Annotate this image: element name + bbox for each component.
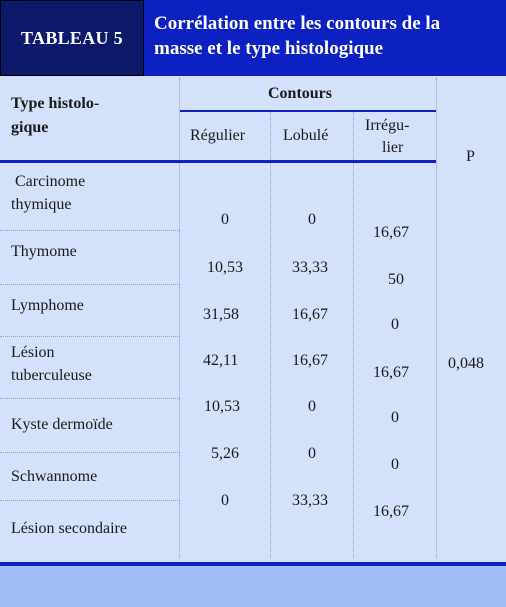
header-irregulier-line1: Irrégu-	[365, 117, 410, 134]
header-regulier: Régulier	[190, 127, 246, 144]
cell-regulier: 0	[221, 492, 229, 509]
cell-lobule: 33,33	[292, 259, 328, 276]
header-type-line1: Type histolo-	[11, 95, 100, 112]
cell-irregulier: 16,67	[373, 503, 409, 520]
header-lobule: Lobulé	[283, 127, 329, 144]
cell-regulier: 31,58	[203, 306, 239, 323]
header-rule	[0, 160, 436, 163]
row-type: Schwannome	[11, 468, 98, 485]
cell-irregulier: 0	[391, 316, 399, 333]
cell-irregulier: 0	[391, 409, 399, 426]
cell-lobule: 16,67	[292, 352, 328, 369]
col-divider-1	[179, 78, 180, 558]
cell-irregulier: 50	[388, 271, 404, 288]
header-type-line2: gique	[11, 119, 49, 136]
table-title-line1: Corrélation entre les contours de la	[154, 13, 441, 34]
col-divider-3	[353, 112, 354, 558]
cell-regulier: 42,11	[203, 352, 239, 369]
footer-band	[0, 562, 506, 607]
p-value: 0,048	[448, 355, 484, 372]
row-type: Thymome	[11, 243, 77, 260]
table-number: TABLEAU 5	[21, 28, 123, 48]
cell-regulier: 10,53	[207, 259, 243, 276]
cell-regulier: 10,53	[204, 398, 240, 415]
row-divider	[0, 500, 180, 501]
row-divider	[0, 230, 180, 231]
header-p: P	[466, 148, 475, 165]
cell-lobule: 0	[308, 445, 316, 462]
row-divider	[0, 336, 180, 337]
row-divider	[0, 284, 180, 285]
row-type-line2: thymique	[11, 196, 72, 213]
row-type-line1: Carcinome	[15, 173, 86, 190]
col-divider-4	[436, 78, 437, 558]
cell-irregulier: 16,67	[373, 224, 409, 241]
row-divider	[0, 452, 180, 453]
cell-lobule: 16,67	[292, 306, 328, 323]
cell-irregulier: 16,67	[373, 364, 409, 381]
header-irregulier-line2: lier	[382, 139, 404, 156]
cell-lobule: 33,33	[292, 492, 328, 509]
col-divider-2	[270, 112, 271, 558]
row-type: Lésion secondaire	[11, 520, 127, 537]
cell-lobule: 0	[308, 398, 316, 415]
contours-underline	[180, 110, 436, 112]
cell-lobule: 0	[308, 211, 316, 228]
header-contours: Contours	[268, 85, 333, 102]
cell-regulier: 5,26	[211, 445, 239, 462]
table-title-box	[144, 0, 506, 76]
row-type-line2: tuberculeuse	[11, 367, 92, 384]
cell-irregulier: 0	[391, 456, 399, 473]
cell-regulier: 0	[221, 211, 229, 228]
table-title-line2: masse et le type histologique	[154, 38, 384, 59]
table-number-box	[0, 0, 144, 76]
row-type: Lymphome	[11, 297, 84, 314]
row-type: Kyste dermoïde	[11, 416, 113, 433]
row-divider	[0, 398, 180, 399]
row-type-line1: Lésion	[11, 344, 55, 361]
